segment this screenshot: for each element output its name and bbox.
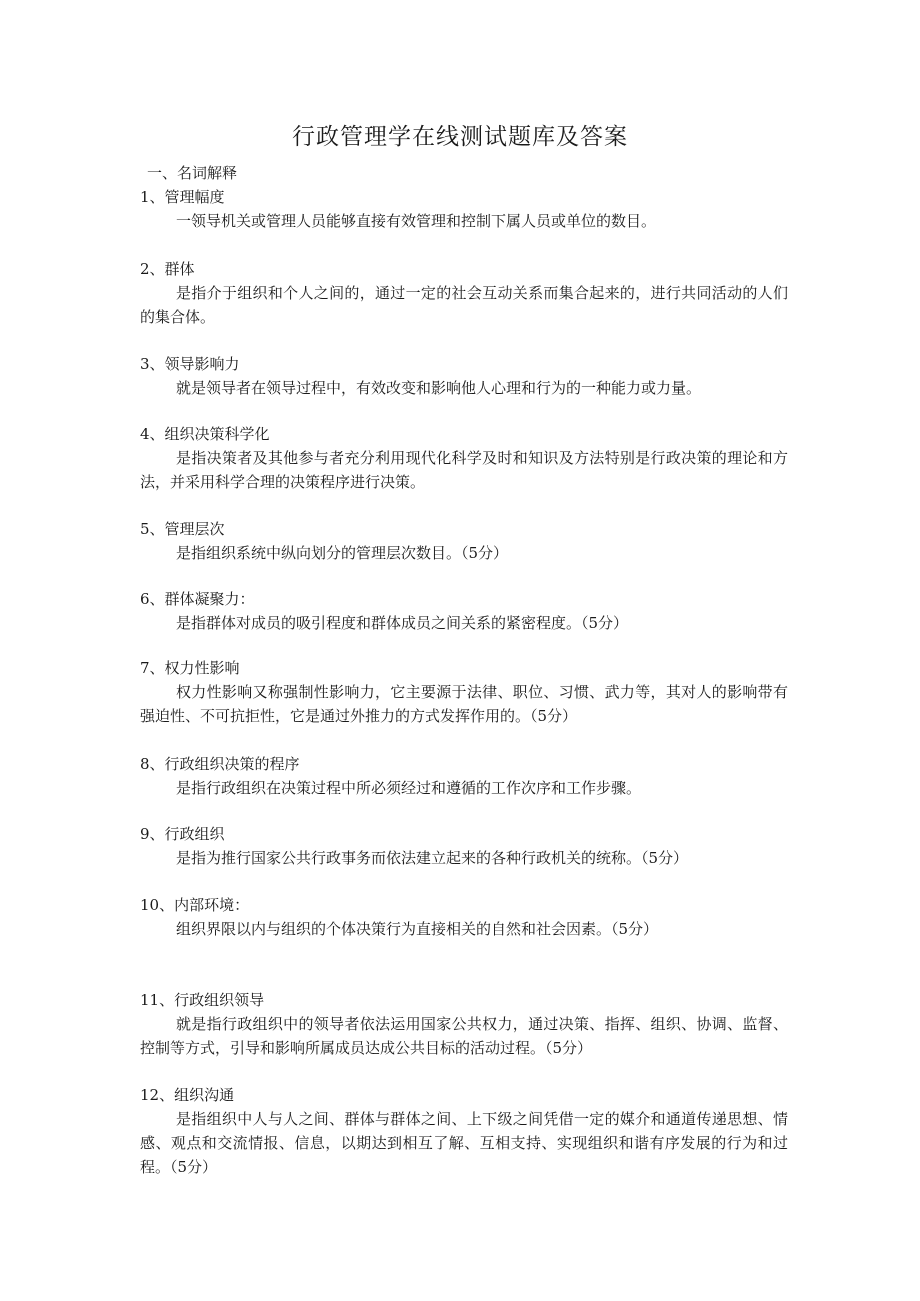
term-label: 3、领导影响力 [140, 355, 240, 373]
term-label: 6、群体凝聚力： [140, 590, 255, 608]
term-label: 7、权力性影响 [140, 659, 240, 677]
term-definition: 是指介于组织和个人之间的，通过一定的社会互动关系而集合起来的，进行共同活动的人们的集合体。 [140, 284, 788, 326]
term-definition: 是指组织中人与人之间、群体与群体之间、上下级之间凭借一定的媒介和通道传递思想、情感、观点和交流情报、信息，以期达到相互了解、互相支持、实现组织和谐有序发展的行为和过程。（5分） [140, 1110, 788, 1176]
term-label: 2、群体 [140, 260, 195, 278]
term-label: 8、行政组织决策的程序 [140, 755, 300, 773]
term-label: 4、组织决策科学化 [140, 425, 270, 443]
term-item [140, 423, 788, 494]
term-item [140, 588, 788, 635]
term-item [140, 353, 788, 400]
term-item [140, 753, 788, 800]
term-item [140, 657, 788, 728]
document-title: 行政管理学在线测试题库及答案 [292, 124, 628, 150]
term-item [140, 894, 788, 941]
term-item [140, 823, 788, 870]
term-item [140, 1084, 788, 1179]
term-item [140, 989, 788, 1060]
term-label: 12、组织沟通 [140, 1086, 235, 1104]
term-item [140, 258, 788, 329]
term-definition: 一领导机关或管理人员能够直接有效管理和控制下属人员或单位的数目。 [176, 212, 657, 230]
term-definition: 是指决策者及其他参与者充分利用现代化科学及时和知识及方法特别是行政决策的理论和方法，并采用科学合理的决策程序进行决策。 [140, 449, 788, 491]
term-label: 5、管理层次 [140, 520, 225, 538]
term-definition: 就是领导者在领导过程中，有效改变和影响他人心理和行为的一种能力或力量。 [176, 379, 702, 397]
term-item [140, 518, 788, 565]
term-label: 1、管理幅度 [140, 188, 225, 206]
term-label: 11、行政组织领导 [140, 991, 265, 1009]
term-item [140, 186, 788, 233]
term-label: 9、行政组织 [140, 825, 225, 843]
term-definition: 就是指行政组织中的领导者依法运用国家公共权力，通过决策、指挥、组织、协调、监督、控制等方式，引导和影响所属成员达成公共目标的活动过程。（5分） [140, 1015, 788, 1057]
term-definition: 是指组织系统中纵向划分的管理层次数目。（5分） [176, 544, 509, 562]
term-definition: 权力性影响又称强制性影响力，它主要源于法律、职位、习惯、武力等，其对人的影响带有强迫性、不可抗拒性，它是通过外推力的方式发挥作用的。（5分） [140, 683, 788, 725]
section-heading: 一、名词解释 [147, 164, 238, 182]
term-label: 10、内部环境： [140, 896, 250, 914]
term-definition: 是指为推行国家公共行政事务而依法建立起来的各种行政机关的统称。（5分） [176, 849, 689, 867]
term-definition: 是指群体对成员的吸引程度和群体成员之间关系的紧密程度。（5分） [176, 614, 629, 632]
term-definition: 组织界限以内与组织的个体决策行为直接相关的自然和社会因素。（5分） [176, 920, 659, 938]
term-definition: 是指行政组织在决策过程中所必须经过和遵循的工作次序和工作步骤。 [176, 779, 642, 797]
